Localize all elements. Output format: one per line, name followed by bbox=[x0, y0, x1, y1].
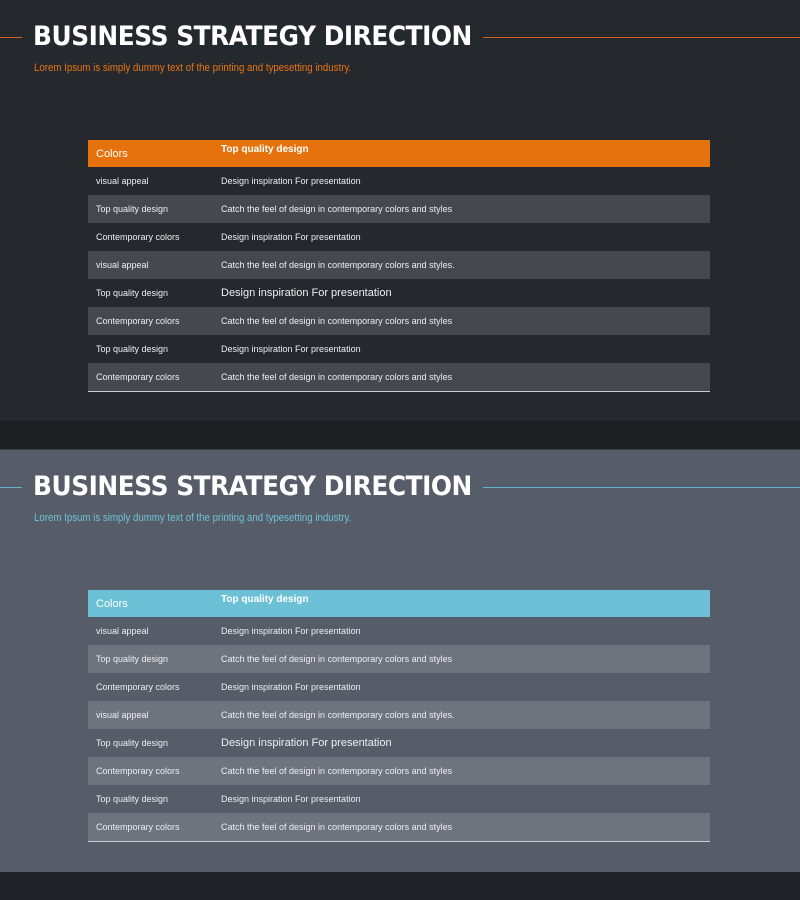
table-row bbox=[88, 363, 710, 392]
header-top-quality-design: Top quality design bbox=[221, 144, 309, 155]
slide-title: BUSINESS STRATEGY DIRECTION bbox=[22, 20, 483, 54]
row-label: Top quality design bbox=[96, 654, 169, 664]
row-value: Design inspiration For presentation bbox=[221, 794, 361, 804]
table-row bbox=[88, 813, 710, 842]
row-label: Top quality design bbox=[96, 288, 169, 298]
row-value: Design inspiration For presentation bbox=[221, 232, 361, 242]
slide-title: BUSINESS STRATEGY DIRECTION bbox=[22, 470, 483, 504]
row-label: Contemporary colors bbox=[96, 316, 180, 326]
row-value: Design inspiration For presentation bbox=[221, 626, 361, 636]
row-value: Design inspiration For presentation bbox=[221, 287, 392, 299]
table-header-row bbox=[88, 140, 710, 167]
row-label: visual appeal bbox=[96, 176, 149, 186]
row-label: Contemporary colors bbox=[96, 682, 180, 692]
row-label: visual appeal bbox=[96, 260, 149, 270]
row-value: Catch the feel of design in contemporary colors and styles bbox=[221, 654, 453, 664]
table-row bbox=[88, 307, 710, 335]
row-value: Catch the feel of design in contemporary colors and styles bbox=[221, 766, 453, 776]
row-value: Catch the feel of design in contemporary colors and styles bbox=[221, 204, 453, 214]
table-row bbox=[88, 279, 710, 307]
row-label: Top quality design bbox=[96, 204, 169, 214]
row-label: Top quality design bbox=[96, 344, 169, 354]
row-label: Top quality design bbox=[96, 738, 169, 748]
header-colors: Colors bbox=[96, 147, 128, 160]
table-row bbox=[88, 335, 710, 363]
table-row bbox=[88, 701, 710, 729]
table-row bbox=[88, 167, 710, 195]
strategy-table bbox=[88, 590, 710, 842]
row-value: Catch the feel of design in contemporary colors and styles. bbox=[221, 710, 455, 720]
table-row bbox=[88, 785, 710, 813]
table-row bbox=[88, 757, 710, 785]
row-label: Contemporary colors bbox=[88, 363, 213, 392]
slide-grey-cyan bbox=[0, 450, 800, 900]
table-header-row bbox=[88, 590, 710, 617]
slide-footer-band bbox=[0, 872, 800, 900]
slide-subtitle: Lorem Ipsum is simply dummy text of the printing and typesetting industry. bbox=[34, 62, 352, 74]
table-row bbox=[88, 645, 710, 673]
row-value: Catch the feel of design in contemporary colors and styles bbox=[213, 813, 710, 842]
table-row bbox=[88, 251, 710, 279]
row-value: Catch the feel of design in contemporary colors and styles bbox=[213, 363, 710, 392]
row-label: Top quality design bbox=[96, 794, 169, 804]
strategy-table bbox=[88, 140, 710, 392]
row-label: Contemporary colors bbox=[88, 813, 213, 842]
slide-footer-band bbox=[0, 421, 800, 449]
table-row bbox=[88, 223, 710, 251]
table-row bbox=[88, 617, 710, 645]
table-row bbox=[88, 729, 710, 757]
header-top-quality-design: Top quality design bbox=[221, 594, 309, 605]
row-value: Design inspiration For presentation bbox=[221, 344, 361, 354]
row-label: Contemporary colors bbox=[96, 232, 180, 242]
row-value: Design inspiration For presentation bbox=[221, 737, 392, 749]
table-row bbox=[88, 673, 710, 701]
header-colors: Colors bbox=[96, 597, 128, 610]
row-label: visual appeal bbox=[96, 710, 149, 720]
slide-subtitle: Lorem Ipsum is simply dummy text of the printing and typesetting industry. bbox=[34, 512, 352, 524]
row-value: Design inspiration For presentation bbox=[221, 682, 361, 692]
table-row bbox=[88, 195, 710, 223]
row-value: Design inspiration For presentation bbox=[221, 176, 361, 186]
row-label: Contemporary colors bbox=[96, 766, 180, 776]
row-value: Catch the feel of design in contemporary colors and styles. bbox=[221, 260, 455, 270]
row-label: visual appeal bbox=[96, 626, 149, 636]
row-value: Catch the feel of design in contemporary colors and styles bbox=[221, 316, 453, 326]
